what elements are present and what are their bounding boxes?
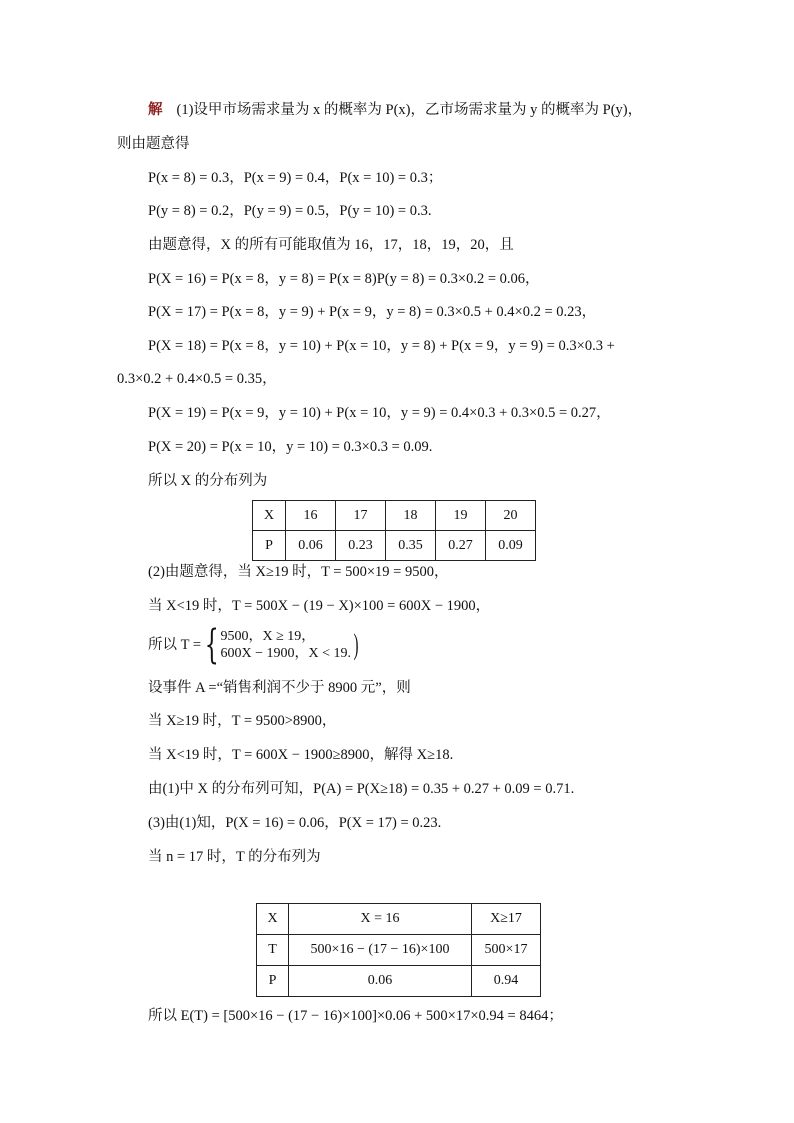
line-11: P(X = 20) = P(x = 10，y = 10) = 0.3×0.3 = 0.09. <box>148 439 433 455</box>
piecewise-line <box>148 621 361 668</box>
table-cell: X <box>253 501 286 531</box>
line-18: 由(1)中 X 的分布列可知，P(A) = P(X≥18) = 0.35 + 0.27 + 0.09 = 0.71. <box>148 781 575 797</box>
table-cell: 18 <box>386 501 436 531</box>
table-row <box>253 531 536 561</box>
table-row <box>253 501 536 531</box>
line-13: (2)由题意得，当 X≥19 时，T = 500×19 = 9500， <box>148 564 449 580</box>
table-cell: 0.35 <box>386 531 436 561</box>
line-21: 所以 E(T) = [500×16 − (17 − 16)×100]×0.06 + 500×17×0.94 = 8464； <box>148 1008 563 1024</box>
table-cell: P <box>253 531 286 561</box>
line-7: P(X = 17) = P(x = 8，y = 9) + P(x = 9，y = 8) = 0.3×0.5 + 0.4×0.2 = 0.23， <box>148 304 597 320</box>
table-cell: 0.06 <box>289 966 472 997</box>
table-cell: 0.06 <box>286 531 336 561</box>
piecewise-case-2: 600X − 1900，X < 19. <box>220 645 351 661</box>
line-8: P(X = 18) = P(x = 8，y = 10) + P(x = 10，y = 8) + P(x = 9，y = 9) = 0.3×0.3 + <box>148 338 615 354</box>
distribution-table-x <box>252 500 536 561</box>
table-cell: X≥17 <box>472 904 541 935</box>
table-cell: 0.09 <box>486 531 536 561</box>
piecewise-cases <box>220 628 351 662</box>
solution-label: 解 <box>148 102 163 118</box>
line-3: P(x = 8) = 0.3，P(x = 9) = 0.4，P(x = 10) = 0.3； <box>148 170 443 186</box>
table-cell: 19 <box>436 501 486 531</box>
piecewise-prefix: 所以 T = <box>148 636 202 653</box>
line-10: P(X = 19) = P(x = 9，y = 10) + P(x = 10，y = 9) = 0.4×0.3 + 0.3×0.5 = 0.27， <box>148 405 611 421</box>
piecewise-case-1: 9500，X ≥ 19， <box>220 628 316 644</box>
line-5: 由题意得，X 的所有可能取值为 16，17，18，19，20，且 <box>148 237 514 253</box>
line-6: P(X = 16) = P(x = 8，y = 8) = P(x = 8)P(y = 8) = 0.3×0.2 = 0.06， <box>148 271 540 287</box>
line-14: 当 X<19 时，T = 500X − (19 − X)×100 = 600X − 1900， <box>148 598 491 614</box>
table-row <box>257 935 541 966</box>
line-9: 0.3×0.2 + 0.4×0.5 = 0.35， <box>117 371 277 387</box>
table-cell: 20 <box>486 501 536 531</box>
right-paren: ) <box>353 627 359 661</box>
line-17: 当 X<19 时，T = 600X − 1900≥8900，解得 X≥18. <box>148 747 454 763</box>
table-row <box>257 904 541 935</box>
table-row <box>257 966 541 997</box>
table-cell: P <box>257 966 289 997</box>
line-1: 解 (1)设甲市场需求量为 x 的概率为 P(x)，乙市场需求量为 y 的概率为 P(y)， <box>148 102 643 118</box>
table-cell: X = 16 <box>289 904 472 935</box>
line-19: (3)由(1)知，P(X = 16) = 0.06，P(X = 17) = 0.23. <box>148 815 442 831</box>
line-2: 则由题意得 <box>117 136 190 152</box>
table-cell: 0.23 <box>336 531 386 561</box>
table-cell: 0.27 <box>436 531 486 561</box>
table-cell: T <box>257 935 289 966</box>
table-cell: 0.94 <box>472 966 541 997</box>
line-15: 设事件 A =“销售利润不少于 8900 元”，则 <box>148 680 411 696</box>
line-16: 当 X≥19 时，T = 9500>8900， <box>148 713 337 729</box>
line-12: 所以 X 的分布列为 <box>148 473 268 489</box>
table-cell: X <box>257 904 289 935</box>
table-cell: 16 <box>286 501 336 531</box>
table-cell: 500×17 <box>472 935 541 966</box>
line-20: 当 n = 17 时，T 的分布列为 <box>148 849 321 865</box>
table-cell: 500×16 − (17 − 16)×100 <box>289 935 472 966</box>
left-brace: { <box>204 621 219 668</box>
distribution-table-t <box>256 903 541 997</box>
line-4: P(y = 8) = 0.2，P(y = 9) = 0.5，P(y = 10) = 0.3. <box>148 203 432 219</box>
table-cell: 17 <box>336 501 386 531</box>
